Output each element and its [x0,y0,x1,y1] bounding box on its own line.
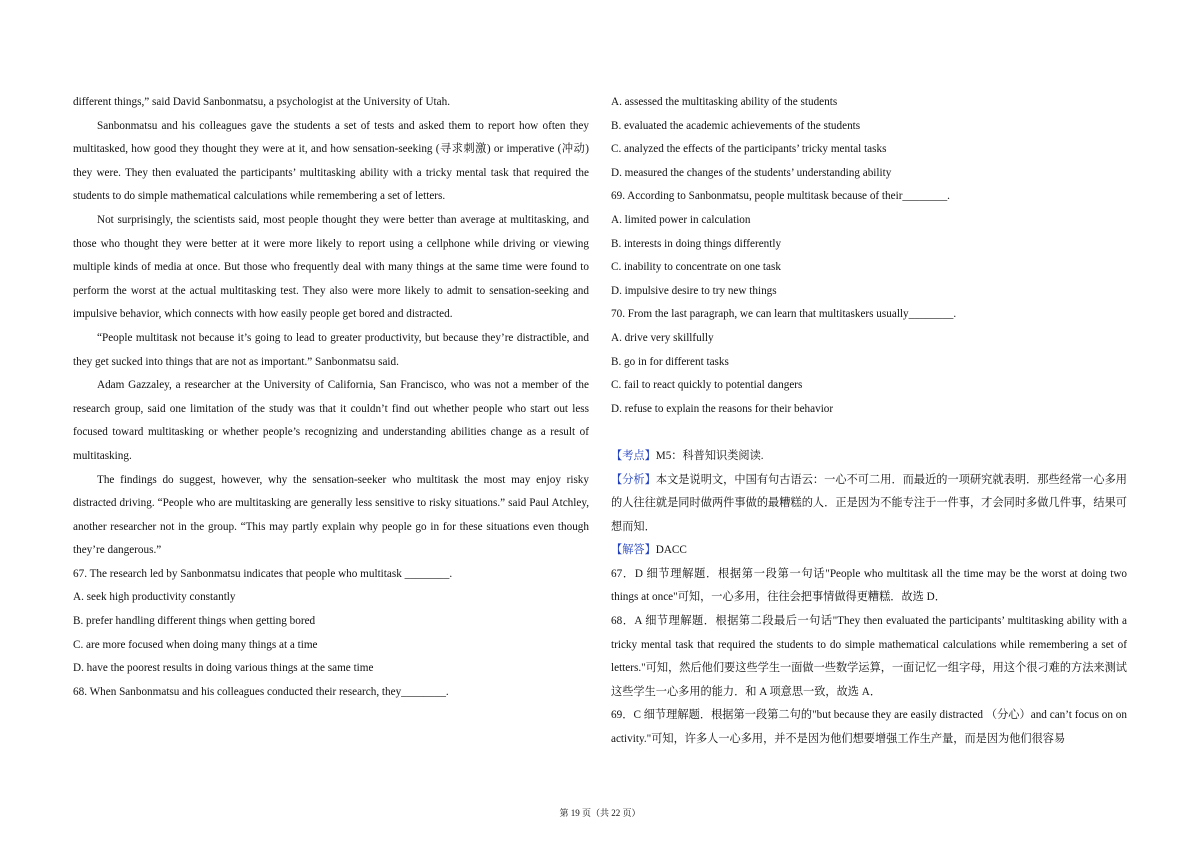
kaodian-text: M5：科普知识类阅读. [655,449,764,462]
answer-67: 67．D 细节理解题．根据第一段第一句话"People who multitask all the time may be the worst at doing two things at once"可知，一心多用，往往会把事情做得更糟糕．故选 D． [611,567,1127,604]
option-70-d: D. refuse to explain the reasons for their behavior [611,402,834,415]
fenxi-text: 本文是说明文，中国有句古语云：一心不可二用．而最近的一项研究就表明．那些经常一心多用的人往往就是同时做两件事做的最糟糕的人．正是因为不能专注于一件事，才会同时多做几件事，结果可想而知． [611,473,1127,533]
option-68-d: D. measured the changes of the students’ understanding ability [611,166,892,179]
passage-paragraph: Adam Gazzaley, a researcher at the University of California, San Francisco, who was not a member of the research group, said one limitation of the study was that it couldn’t find out whether people who start out less focused toward multitasking or whether people’s recognizing and understanding abilities change as a result of multitasking. [73,379,589,462]
fenxi-tag: 【分析】 [611,473,656,486]
fenxi-line [611,469,1127,540]
option-69-a: A. limited power in calculation [611,213,751,226]
option-68-b: B. evaluated the academic achievements of the students [611,119,861,132]
option-67-a: A. seek high productivity constantly [73,591,236,604]
page-footer: 第 19 页（共 22 页） [559,808,641,818]
kaodian-line [611,445,1127,469]
answer-69: 69．C 细节理解题．根据第一段第二句的"but because they are easily distracted （分心）and can’t focus on on activity."可知，许多人一心多用，并不是因为他们想要增强工作生产量，而是因为他们很容易 [611,709,1127,746]
jieda-tag: 【解答】 [611,544,656,557]
option-70-c: C. fail to react quickly to potential dangers [611,379,803,392]
right-column [611,91,1127,752]
option-70-a: A. drive very skillfully [611,331,714,344]
question-69: 69. According to Sanbonmatsu, people multitask because of their________. [611,190,950,203]
option-69-d: D. impulsive desire to try new things [611,284,777,297]
option-69-b: B. interests in doing things differently [611,237,782,250]
jieda-text: DACC [655,544,687,557]
option-69-c: C. inability to concentrate on one task [611,261,781,274]
passage-paragraph: Not surprisingly, the scientists said, most people thought they were better than average at multitasking, and those who thought they were better at it were more likely to report using a cellphone while driving or viewing multiple kinds of media at once. But those who frequently deal with many things at the same time were found to perform the worst at the actual multitasking test. They also were more likely to admit to sensation-seeking and impulsive behavior, which connects with how easily people get bored and distracted. [73,213,589,321]
passage-paragraph: Sanbonmatsu and his colleagues gave the students a set of tests and asked them to report how often they multitasked, how good they thought they were at it, and how sensation-seeking (寻求刺激) or imperative (冲动) they were. They then evaluated the participants’ multitasking ability with a tricky mental task that required the students to do simple mathematical calculations while remembering a set of letters. [73,119,589,203]
option-68-c: C. analyzed the effects of the participants’ tricky mental tasks [611,143,887,156]
question-67: 67. The research led by Sanbonmatsu indicates that people who multitask ________. [73,567,453,580]
passage-paragraph: The findings do suggest, however, why the sensation-seeker who multitask the most may enjoy risky distracted driving. “People who are multitasking are generally less sensitive to risky situations.” said Paul Atchley, another researcher not in the group. “This may partly explain why people go in for these situations even though they’re dangerous.” [73,473,589,557]
question-70: 70. From the last paragraph, we can learn that multitaskers usually________. [611,308,957,321]
option-67-d: D. have the poorest results in doing various things at the same time [73,662,374,675]
left-column [73,91,589,704]
option-67-c: C. are more focused when doing many things at a time [73,638,318,651]
answer-68: 68．A 细节理解题．根据第二段最后一句话"They then evaluated the participants’ multitasking ability with a tricky mental task that required the students to do simple mathematical calculations while remembering a set of letters."可知，然后他们要这些学生一面做一些数学运算，一面记忆一组字母，用这个很刁难的方法来测试这些学生一心多用的能力．和 A 项意思一致，故选 A． [611,615,1127,698]
option-68-a: A. assessed the multitasking ability of the students [611,96,838,108]
passage-paragraph: “People multitask not because it’s going to lead to greater productivity, but because they’re distractible, and they get sucked into things that are not as important.” Sanbonmatsu said. [73,331,589,368]
question-68: 68. When Sanbonmatsu and his colleagues conducted their research, they________. [73,685,449,698]
passage-paragraph: different things,” said David Sanbonmatsu, a psychologist at the University of Utah. [73,96,450,108]
option-70-b: B. go in for different tasks [611,355,729,368]
option-67-b: B. prefer handling different things when getting bored [73,615,316,628]
jieda-line [611,539,1127,563]
spacer [611,421,1127,445]
kaodian-tag: 【考点】 [611,449,656,462]
